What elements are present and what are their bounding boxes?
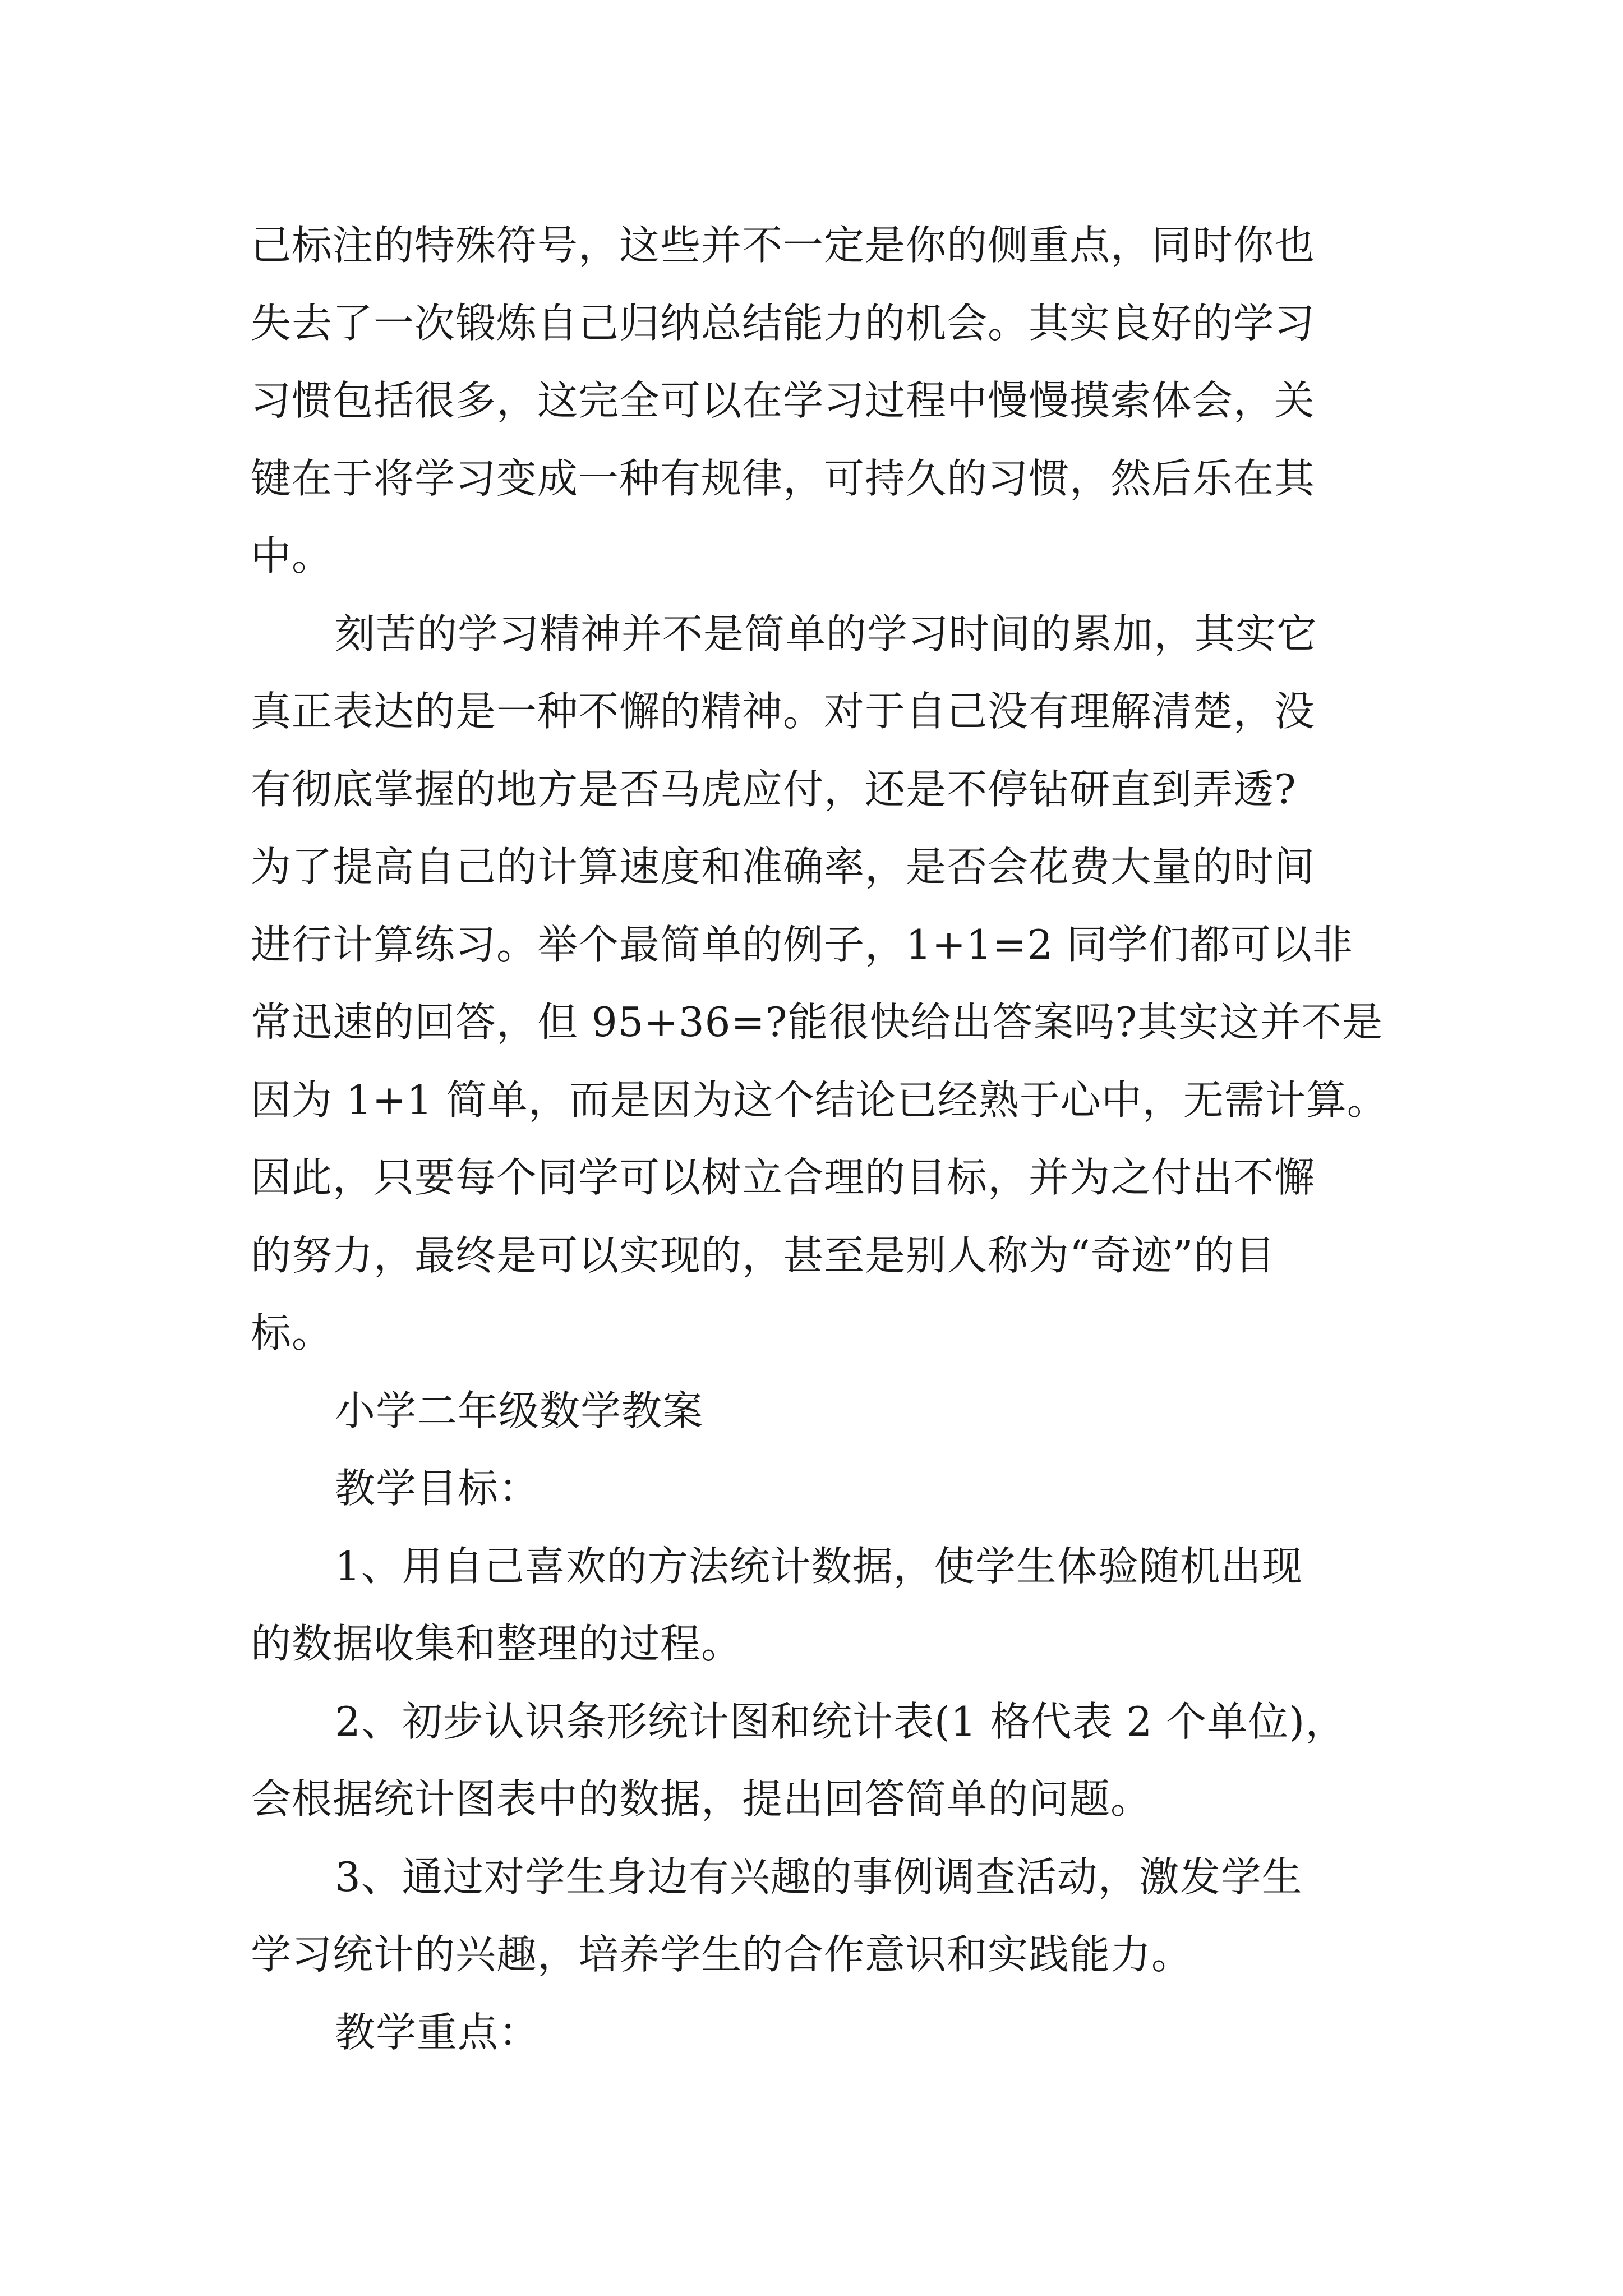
objective-item-2: 2、初步认识条形统计图和统计表(1 格代表 2 个单位)，: [335, 1697, 1347, 1745]
text-line: 因此，只要每个同学可以树立合理的目标，并为之付出不懈: [251, 1154, 1316, 1201]
text-line: 有彻底掌握的地方是否马虎应付，还是不停钻研直到弄透?: [251, 765, 1297, 813]
text-line: 常迅速的回答，但 95+36=?能很快给出答案吗?其实这并不是: [251, 999, 1383, 1046]
section-heading-key-points: 教学重点：: [335, 2008, 540, 2056]
objective-item-3: 3、通过对学生身边有兴趣的事例调查活动，激发学生: [335, 1853, 1303, 1901]
text-line: 的努力，最终是可以实现的，甚至是别人称为“奇迹”的目: [251, 1231, 1276, 1279]
text-line: 真正表达的是一种不懈的精神。对于自己没有理解清楚，没: [251, 688, 1316, 735]
text-line: 标。: [251, 1309, 333, 1356]
text-line: 的数据收集和整理的过程。: [251, 1620, 743, 1667]
text-line: 学习统计的兴趣，培养学生的合作意识和实践能力。: [251, 1931, 1193, 1978]
text-line: 因为 1+1 简单，而是因为这个结论已经熟于心中，无需计算。: [251, 1076, 1388, 1124]
text-line: 习惯包括很多，这完全可以在学习过程中慢慢摸索体会，关: [251, 377, 1316, 424]
text-line: 中。: [251, 532, 333, 579]
section-title: 小学二年级数学教案: [335, 1387, 704, 1434]
text-line: 失去了一次锻炼自己归纳总结能力的机会。其实良好的学习: [251, 299, 1316, 347]
text-line: 己标注的特殊符号，这些并不一定是你的侧重点，同时你也: [251, 222, 1316, 269]
text-line: 进行计算练习。举个最简单的例子，1+1=2 同学们都可以非: [251, 921, 1353, 968]
document-body: [251, 206, 1388, 2071]
objective-item-1: 1、用自己喜欢的方法统计数据，使学生体验随机出现: [335, 1542, 1303, 1590]
paragraph-start-line: 刻苦的学习精神并不是简单的学习时间的累加，其实它: [335, 610, 1318, 657]
text-line: 键在于将学习变成一种有规律，可持久的习惯，然后乐在其: [251, 454, 1316, 502]
text-line: 会根据统计图表中的数据，提出回答简单的问题。: [251, 1775, 1152, 1823]
text-line: 为了提高自己的计算速度和准确率，是否会花费大量的时间: [251, 843, 1316, 890]
section-heading-objectives: 教学目标：: [335, 1465, 540, 1512]
